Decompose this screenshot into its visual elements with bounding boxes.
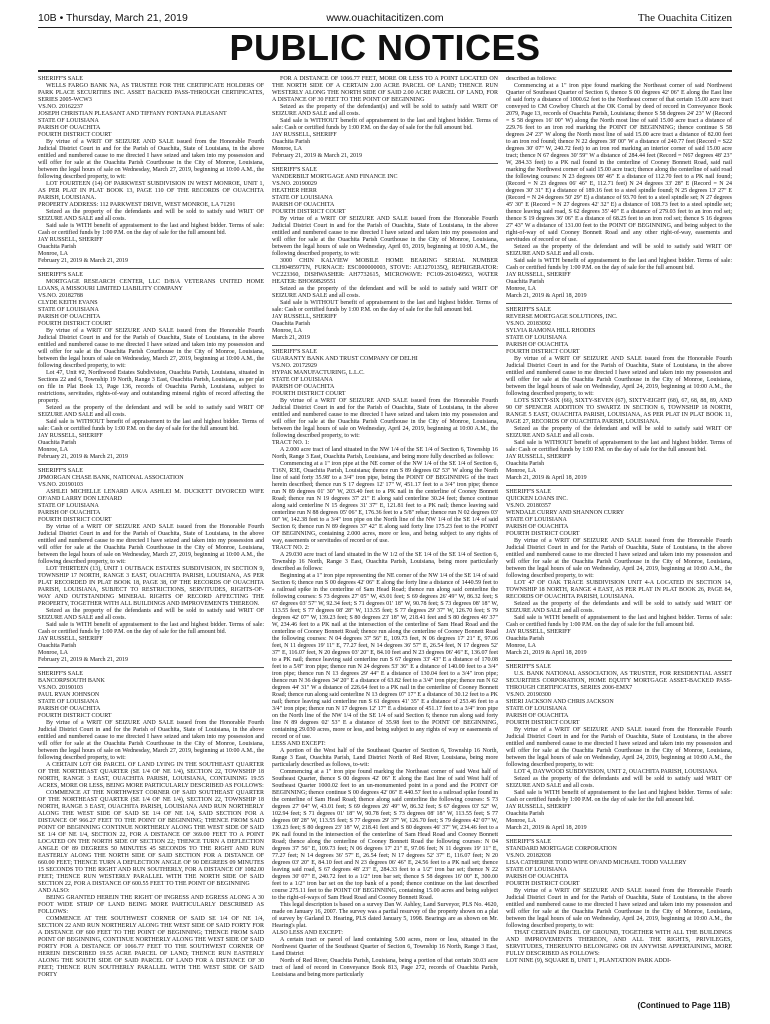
notice-paragraph: Said sale is WITHOUT benefit of appraisement to the last and highest bidder. Terms of sale: Cash or certified funds by 1:00 P.M. on the day of sale for the full amount bid. [506, 440, 732, 453]
notice-paragraph: PROPERTY ADDRESS: 112 PARKWEST DRIVE, WEST MONROE, LA 71291 [38, 202, 236, 208]
notice-paragraph: Monroe, LA [272, 328, 302, 334]
notice-paragraph: Ouachita Parish [38, 643, 77, 649]
notice-paragraph: STATE OF LOUISIANA [38, 307, 99, 313]
notice-paragraph: SHERIFF'S SALE [506, 839, 551, 845]
notice-paragraph: Monroe, LA [506, 286, 536, 292]
notice-paragraph: VANDERBILT MORTGAGE AND FINANCE INC [272, 174, 398, 180]
notice-paragraph: SHERIFF'S SALE [38, 76, 83, 82]
notice-paragraph: Commencing at a 1" iron pipe found marking the Northeast corner of said West half of Southeast Quarter, thence S 00 degrees 42' 06" E along the East line of said West half of Southeast Quarter 1000.02 feet to an un-monumented point in a pond and the POINT OF BEGINNING; thence continue S 00 degrees 42' 06" E 440.57 feet to a railroad spike found in the centerline of Sam Head Road; thence along said centerline the following courses: S 73 degrees 27' 04" W, 43.01 feet; S 69 degrees 26' 49" W, 86.32 feet; S 67 degrees 03' 52" W, 102.94 feet; S 71 degrees 01' 18" W, 90.78 feet; S 73 degrees 08' 18" W, 113.55 feet; S 77 degrees 08' 28" W, 113.55 feet; S 77 degrees 29' 37" W, 126.70 feet; S 79 degrees 42' 07" W, 139.23 feet; S 80 degrees 23' 18" W, 218.41 feet and S 80 degrees 46' 37" W, 234.46 feet to a PK nail found in the intersection of the centerline of Sam Head Road and Cooney Bonnett Road; thence along the centerline of Cooney Bonnett Road the following courses: N 04 degrees 37' 56" E, 109.73 feet; N 06 degrees 17' 21" E, 97.06 feet; N 11 degrees 19' 11" E, 77.27 feet; N 14 degrees 36' 57" E, 26.54 feet; N 17 degrees 52' 37" E, 116.07 feet; N 20 degrees 03' 20" E, 84.10 feet and N 23 degrees 06' 46" E, 24.56 feet to a PK nail set; thence leaving said road, S 67 degrees 48' 23" E, 284.33 feet to a 1/2" iron bar set; thence N 22 degrees 30' 07" E, 240.72 feet to a 1/2" iron bar set; thence S 58 degrees 16' 00" E, 300.00 feet to a 1/2" iron bar set on the top bank of a pond; thence continue on the last described course 275.11 feet to the POINT OF BEGINNING, containing 15.00 acres and being subject to the right-of-ways of Sam Head Road and Cooney Bonnett Road. [272, 769, 498, 901]
notice-paragraph: HYPAK MANUFACTURING, L.L.C. [272, 370, 365, 376]
notice-paragraph: JPMORGAN CHASE BANK, NATIONAL ASSOCIATION [38, 475, 184, 481]
notice-paragraph: By virtue of a WRIT OF SEIZURE AND SALE issued from the Honorable Fourth Judicial District Court in and for the Parish of Ouachita, State of Louisiana, in the above entitled and numbered cause to me directed I have seized and taken into my possession and will offer for sale at the Ouachita Parish Courthouse in the City of Monroe, Louisiana, between the legal hours of sale on Wednesday, March 27, 2019, beginning at 10:00 A.M., the following described property, to wit: [38, 139, 264, 180]
notice-paragraph: PARISH OF OUACHITA [506, 342, 569, 348]
notice-paragraph: FOURTH DISTRICT COURT [38, 321, 112, 327]
notice-paragraph: STATE OF LOUISIANA [506, 867, 567, 873]
notice-paragraph: By virtue of a WRIT OF SEIZURE AND SALE issued from the Honorable Fourth Judicial District Court in and for the Parish of Ouachita, State of Louisiana, in the above entitled and numbered cause to me directed I have seized and taken into my possession and will offer for sale at the Ouachita Parish Courthouse in the City of Monroe, Louisiana, between the legal hours of sale on Wednesday, April 24, 2019, beginning at 10:00 A.M., the following described property, to wit: [272, 398, 498, 439]
legal-notice [272, 76, 498, 160]
notice-paragraph: U.S. BANK NATIONAL ASSOCIATION, AS TRUSTEE, FOR RESIDENTIAL ASSET SECURITIES CORPORATION, HOME EQUITY MORTGAGE ASSET-BACKED PASS-THROUGH CERTIFICATES, SERIES 2006-EMX7 [506, 671, 732, 691]
notice-paragraph: LESS AND EXCEPT: [272, 741, 326, 747]
legal-notice [506, 839, 732, 965]
notice-paragraph: TRACT NO. 2: [272, 545, 310, 551]
notice-paragraph: ALSO LESS AND EXCEPT: [272, 930, 343, 936]
notice-paragraph: COMMENCE AT THE SOUTHWEST CORNER OF SAID SE 1/4 OF NE 1/4, SECTION 22 AND RUN NORTHERLY ALONG THE WEST SIDE OF SAID FORTY FOR A DISTANCE OF 600 FEET TO THE POINT OF BEGINNING; THENCE FROM SAID POINT OF BEGINNING, CONTINUE NORTHERLY ALONG THE WEST SIDE OF SAID FORTY FOR A DISTANCE OF 1066.77 FEET TO THE SOUTHWEST CORNER OF HEREIN DESCRIBED 19.55 ACRE PARCEL OF LAND; THENCE RUN EASTERLY ALONG THE SOUTH SIDE OF SAID PARCEL OF LAND FOR A DISTANCE OF 30 FEET; THENCE RUN SOUTHERLY PARALLEL WITH THE WEST SIDE OF SAID FORTY [38, 916, 264, 978]
notice-paragraph: SYLVIA RAMONA HILL RHODES [506, 328, 596, 334]
notice-paragraph: JAY RUSSELL, SHERIFF [38, 636, 103, 642]
notice-paragraph: Said sale is WITH benefit of appraisement to the last and highest bidder. Terms of sale: Cash or certified funds by 1:00 P.M. on the day of sale for the full amount bid. [38, 622, 264, 635]
notice-paragraph: JAY RUSSELL, SHERIFF [506, 629, 571, 635]
notice-paragraph: SHERIFF'S SALE [506, 307, 551, 313]
notice-paragraph: Seized as the property of the defendants and will be sold to satisfy said WRIT OF SEIZURE AND SALE and all costs. [38, 209, 264, 222]
notice-paragraph: STATE OF LOUISIANA [506, 335, 567, 341]
notice-paragraph: SHERIFF'S SALE [38, 272, 83, 278]
notice-paragraph: WELLS FARGO BANK NA, AS TRUSTEE FOR THE CERTIFICATE HOLDERS OF PARK PLACE SECURITIES INC. ASSET BACKED PASS-THROUGH CERTIFICATES, SERIES 2005-WCW3 [38, 83, 264, 103]
notice-paragraph: STATE OF LOUISIANA [506, 706, 567, 712]
notice-paragraph: Said sale is WITHOUT benefit of appraisement to the last and highest bidder. Terms of sale: Cash or certified funds by 1:00 P.M. on the day of sale for the full amount bid. [272, 300, 498, 313]
notice-paragraph: Ouachita Parish [38, 244, 77, 250]
notice-paragraph: JAY RUSSELL, SHERIFF [506, 454, 571, 460]
notice-paragraph: PARISH OF OUACHITA [506, 524, 569, 530]
notice-paragraph: LOTS SIXTY-SIX (66), SIXTY-SEVEN (67), SIXTY-EIGHT (68), 67, 68, 88, 89, AND 90 OF SPENCER ADDITION TO SWARTZ IN SECTION 6, TOWNSHIP 18 NORTH, RANGE 5 EAST, OUACHITA PARISH, LOUISIANA, AS PER PLAT IN PLAT BOOK 11, PAGE 27, RECORDS OF OUACHITA PARISH, LOUISIANA. [506, 398, 732, 425]
legal-notice [38, 671, 264, 979]
notice-paragraph: March 21, 2019 & April 18, 2019 [506, 475, 587, 481]
notice-paragraph: QUICKEN LOANS INC. [506, 496, 568, 502]
notice-paragraph: VS.NO. 20182038 [506, 853, 551, 859]
notice-paragraph: March 21, 2019 & April 18, 2019 [506, 650, 587, 656]
notice-paragraph: PARISH OF OUACHITA [272, 384, 335, 390]
notice-paragraph: February 21, 2019 & March 21, 2019 [38, 454, 128, 460]
legal-notice [506, 664, 732, 832]
notice-paragraph: Ouachita Parish [506, 279, 545, 285]
notice-paragraph: A 29.030 acre tract of land situated in the W 1/2 of the SE 1/4 of the SE 1/4 of Section 6, Township 16 North, Range 3 East, Ouachita Parish, Louisiana, being more particularly described as follows: [272, 552, 498, 572]
notice-paragraph: SHERIFF'S SALE [272, 349, 317, 355]
notice-paragraph: Ouachita Parish [506, 461, 545, 467]
notice-paragraph: ASHLEI MICHELLE LENARD A/K/A ASHLEI M. DUCKETT DIVORCED WIFE OF/AND LARRY DON LENARD [38, 489, 264, 502]
notice-paragraph: BANCORPSOUTH BANK [38, 678, 105, 684]
notice-paragraph: Seized as the property of the defendant and will be sold to satisfy said WRIT OF SEIZURE AND SALE and all costs. [38, 405, 264, 418]
notice-paragraph: VS.NO. 20162237 [38, 104, 83, 110]
legal-notice [272, 349, 498, 979]
legal-notice [506, 489, 732, 657]
notice-paragraph: Beginning at a 1" iron pipe representing the NE corner of the NW 1/4 of the SE 1/4 of said Section 6; thence run S 00 degrees 42' 06" E along the forty line a distance of 1440.59 feet to a railroad spike in the centerline of Sam Head Road; thence run along said centerline the following courses: S 73 degrees 27' 05" W, 43.01 feet; S 69 degrees 26' 49" W, 86.32 feet; S 67 degrees 03' 57" W, 92.34 feet; S 71 degrees 01' 18" W, 90.78 feet; S 73 degrees 08' 18" W, 113.55 feet; S 77 degrees 08' 28" W, 113.55 feet; S 77 degrees 29' 37" W, 126.70 feet; S 79 degrees 42' 07" W, 139.23 feet; S 80 degrees 23' 18" W, 218.41 feet and S 80 degrees 46' 37" W, 234.46 feet to a PK nail at the intersection of the centerline of Sam Head Road and the centerline of Cooney Bonnett Road; thence run along the centerline of Cooney Bonnett Road the following courses: N 04 degrees 37' 56" E, 109.73 feet, N 06 degrees 17' 21" E, 97.06 feet, N 11 degrees 19' 11" E, 77.27 feet, N 14 degrees 36' 57" E, 26.54 feet, N 17 degrees 52' 37" E, 116.07 feet, N 20 degrees 03' 20" E, 84.10 feet and N 23 degrees 06' 46" E, 136.07 feet to a PK nail; thence leaving said centerline run S 67 degrees 33' 43" E a distance of 170.08 feet to a 5/8" iron pipe; thence run N 24 degrees 53' 36" E a distance of 140.00 feet to a 3/4" iron pipe; thence run N 13 degrees 29' 44" E a distance of 130.04 feet to a 3/4" iron pipe; thence run N 36 degrees 34' 20" E a distance of 63.82 feet to a 3/4" iron pipe; thence run N 62 degrees 44' 31" W a distance of 226.64 feet to a PK nail in the centerline of Cooney Bonnett Road; thence run along said centerline N 13 degrees 07' 17" E a distance of 30.12 feet to a PK nail; thence leaving said centerline run S 61 degrees 41' 35" E a distance of 253.46 feet to a 3/4" iron pipe; thence run N 17 degrees 12' 17" E a distance of 451.17 feet to a 3/4" iron pipe on the North line of the NW 1/4 of the SE 1/4 of said Section 6; thence run along said forty line N 89 degrees 02' 53" E a distance of 35.98 feet to the POINT OF BEGINNING, containing 29.030 acres, more or less, and being subject to any rights of way or easements of record or of use. [272, 573, 498, 740]
notice-paragraph: Lot 47, Unit #2, Northwood Estates Subdivision, Ouachita Parish, Louisiana, situated in Sections 22 and 6, Township 19 North, Range 3 East, Ouachita Parish, Louisiana, as per plat on file in Plat Book 13, Page 136, records of Ouachita Parish, Louisiana, subject to restrictions, servitudes, rights-of-way and outstanding mineral rights of record affecting the property. [38, 370, 264, 404]
legal-notice [272, 167, 498, 342]
notice-paragraph: SHERIFF'S SALE [506, 489, 551, 495]
notice-paragraph: AND ALSO: [38, 888, 70, 894]
notice-paragraph: TRACT NO. 1: [272, 440, 310, 446]
notice-paragraph: HEATHER HERR [272, 188, 317, 194]
notice-paragraph: JAY RUSSELL, SHERIFF [506, 272, 571, 278]
notice-paragraph: PARISH OF OUACHITA [506, 874, 569, 880]
notice-paragraph: SHERI JACKSON AND CHRIS JACKSON [506, 699, 614, 705]
notice-paragraph: A 2.000 acre tract of land situated in the NW 1/4 of the SE 1/4 of Section 6, Township 16 North, Range 3 East, Ouachita Parish, Louisiana, and being more fully described as follows: [272, 447, 498, 460]
notice-paragraph: Seized as the property of the defendant and will be sold to satisfy said WRIT OF SEIZURE AND SALE and all costs. [272, 286, 498, 299]
notice-paragraph: described as follows: [506, 76, 557, 82]
notice-paragraph: Seized as the property of the defendant and will be sold to satisfy said WRIT OF SEIZURE AND SALE and all costs. [506, 244, 732, 257]
notice-paragraph: LOT 4, DAYWOOD SUBDIVISION, UNIT 2, OUACHITA PARISH, LOUISIANA [514, 769, 718, 775]
notice-paragraph: JAY RUSSELL, SHERIFF [272, 132, 337, 138]
notice-paragraph: FOURTH DISTRICT COURT [272, 209, 346, 215]
notice-paragraph: FOURTH DISTRICT COURT [506, 720, 580, 726]
notice-paragraph: Ouachita Parish [272, 321, 311, 327]
notice-divider [38, 667, 264, 668]
notice-paragraph: Said sale is WITH benefit of appraisement to the last and highest bidder. Terms of sale: Cash or certified funds by 1:00 P.M. on the day of sale for the full amount bid. [506, 258, 732, 271]
notice-paragraph: By virtue of a WRIT OF SEIZURE AND SALE issued from the Honorable Fourth Judicial District Court in and for the Parish of Ouachita, State of Louisiana, in the above entitled and numbered cause to me directed I have seized and taken into my possession and will offer for sale at the Ouachita Parish Courthouse in the City of Monroe, Louisiana, between the legal hours of sale on Wednesday, April 03, 2019, beginning at 10:00 A.M., the following described property, to wit: [272, 216, 498, 257]
notice-paragraph: STATE OF LOUISIANA [272, 195, 333, 201]
notice-paragraph: Seized as the property of the defendants and will be sold to satisfy said WRIT OF SEIZURE AND SALE and all costs. [506, 601, 732, 614]
notice-paragraph: SHERIFF'S SALE [38, 671, 83, 677]
notice-paragraph: PARISH OF OUACHITA [38, 314, 101, 320]
notice-divider [272, 163, 498, 164]
notice-paragraph: PARISH OF OUACHITA [272, 202, 335, 208]
notice-paragraph: By virtue of a WRIT OF SEIZURE AND SALE issued from the Honorable Fourth Judicial District Court in and for the Parish of Ouachita, State of Louisiana, in the above entitled and numbered cause to me directed I have seized and taken into my possession and will offer for sale at the Ouachita Parish Courthouse in the City of Monroe, Louisiana, between the legal hours of sale on Wednesday, March 27, 2019, beginning at 10:00 A.M., the following described property, to wit: [38, 524, 264, 565]
notice-paragraph: STATE OF LOUISIANA [38, 503, 99, 509]
notice-paragraph: VS.NO. 20190300 [506, 692, 551, 698]
notice-paragraph: VS.NO. 20180357 [506, 503, 551, 509]
notice-paragraph: LOT NINE (9), SQUARE B, UNIT 1, PLANTATION PARK ADDI- [506, 958, 672, 964]
notice-paragraph: BEING GRANTED HEREIN THE RIGHT OF INGRESS AND EGRESS ALONG A 30 FOOT WIDE STRIP OF LAND BEING MORE PARTICULARLY DESCRIBED AS FOLLOWS: [38, 895, 264, 915]
notice-paragraph: North of Red River, Ouachita Parish, Louisiana, being a portion of that certain 30.03 acre tract of land of record in Conveyance Book 813, Page 272, records of Ouachita Parish, Louisiana and being more particularly [272, 958, 498, 978]
notice-paragraph: JAY RUSSELL, SHERIFF [38, 433, 103, 439]
notice-paragraph: JAY RUSSELL, SHERIFF [38, 237, 103, 243]
notice-paragraph: MORTGAGE RESEARCH CENTER, LLC D/B/A VETERANS UNITED HOME LOANS, A MISSOURI LIMITED LIABILITY COMPANY [38, 279, 264, 292]
legal-notice [506, 307, 732, 482]
notice-paragraph: VS.NO. 20190103 [38, 685, 83, 691]
notice-paragraph: LOT THIRTEEN (13), UNIT 1 OUTBACK ESTATES SUBDIVISION, IN SECTION 9, TOWNSHIP 17 NORTH, RANGE 3 EAST, OUACHITA PARISH, LOUISIANA, AS PER PLAT RECORDED IN PLAT BOOK 18, PAGE 38, OF THE RECORDS OF OUACHITA PARISH, LOUISIANA, SUBJECT TO RESTRICTIONS, SERVITUDES, RIGHTS-OF-WAY AND OUTSTANDING MINERAL RIGHTS OF RECORD AFFECTING THE PROPERTY, TOGETHER WITH ALL BUILDINGS AND IMPROVEMENTS THEREON. [38, 566, 264, 607]
notice-paragraph: FOURTH DISTRICT COURT [38, 713, 112, 719]
notice-paragraph: Monroe, LA [38, 251, 68, 257]
notice-paragraph: By virtue of a WRIT OF SEIZURE AND SALE issued from the Honorable Fourth Judicial District Court in and for the Parish of Ouachita, State of Louisiana, in the above entitled and numbered cause to me directed I have seized and taken into my possession and will offer for sale at the Ouachita Parish Courthouse in the City of Monroe, Louisiana, between the legal hours of sale on Wednesday, April 24, 2019, beginning at 10:00 A.M., the following described property, to wit: [506, 538, 732, 579]
notice-paragraph: COMMENCE AT THE NORTHWEST CORNER OF SAID SOUTHEAST QUARTER OF THE NORTHEAST QUARTER (SE 1/4 OF NE 1/4), SECTION 22, TOWNSHIP 18 NORTH, RANGE 3 EAST, OUACHITA PARISH, LOUISIANA AND RUN NORTHERLY ALONG THE WEST SIDE OF SAID SE 1/4 OF NE 1/4, SAID SECTION FOR A DISTANCE OF 966.27 FEET TO THE POINT OF BEGINNING; THENCE FROM SAID POINT OF BEGINNING CONTINUE NORTHERLY ALONG THE WEST SIDE OF SAID SE 1/4 OF NE 1/4, SECTION 22, FOR A DISTANCE OF 369.00 FEET TO A POINT LOCATED ON THE NORTH SIDE OF SECTION 22; THENCE TURN A DEFLECTION ANGLE OF 89 DEGREES 50 MINUTES 45 SECONDS TO THE RIGHT AND RUN EASTERLY ALONG THE NORTH SIDE OF SAID SECTION FOR A DISTANCE OF 660.00 FEET; THENCE TURN A DEFLECTION ANGLE OF 90 DEGREES 09 MINUTES 15 SECONDS TO THE RIGHT AND RUN SOUTHERLY, FOR A DISTANCE OF 1082.00 FEET; THENCE RUN WESTERLY PARALLEL WITH THE NORTH SIDE OF SAID SECTION 22, FOR A DISTANCE OF 600.55 FEET TO THE POINT OF BEGINNING [38, 790, 264, 887]
notice-paragraph: This legal description is based on a survey Dan W. Ashley, Land Surveyor, PLS No. 4620, made on January 16, 2007. The survey was a partial resurvey of the property shown on a plat of survey by Garland D. Hearing, PLS dated January 5, 1998. Bearings are as shown on Mr. Hearing's plat. [272, 902, 498, 929]
notice-paragraph: FOURTH DISTRICT COURT [38, 517, 112, 523]
notice-paragraph: Monroe, LA [506, 818, 536, 824]
notice-paragraph: SHERIFF'S SALE [38, 468, 83, 474]
notice-paragraph: February 21, 2019 & March 21, 2019 [38, 657, 128, 663]
notice-paragraph: VS.NO. 20172929 [272, 363, 317, 369]
notice-paragraph: JAY RUSSELL, SHERIFF [506, 804, 571, 810]
notice-paragraph: PARISH OF OUACHITA [506, 713, 569, 719]
notice-paragraph: Monroe, LA [272, 146, 302, 152]
continued-note: (Continued to Page 11B) [637, 1001, 730, 1010]
notice-paragraph: SHERIFF'S SALE [272, 167, 317, 173]
notice-paragraph: LOT FOURTEEN (14) OF PARKWEST SUBDIVISION IN WEST MONROE, UNIT 1, AS PER PLAT IN PLAT BOOK 13, PAGE 110 OF THE RECORDS OF OUACHITA PARISH, LOUISIANA. [38, 181, 264, 201]
notice-paragraph: February 21, 2019 & March 21, 2019 [38, 258, 128, 264]
notice-divider [38, 464, 264, 465]
legal-notice [38, 76, 264, 265]
notice-paragraph: FOURTH DISTRICT COURT [506, 531, 580, 537]
notice-paragraph: A CERTAIN LOT OR PARCEL OF LAND LYING IN THE SOUTHEAST QUARTER OF THE NORTHEAST QUARTER (SE 1/4 OF NE 1/4), SECTION 22, TOWNSHIP 18 NORTH, RANGE 3 EAST, OUACHITA PARISH, LOUISIANA, CONTAINING 19.55 ACRES, MORE OR LESS, BEING MORE PARTICULARLY DESCRIBED AS FOLLOWS: [38, 762, 264, 789]
column-2 [272, 76, 498, 994]
notice-paragraph: 3000 CHIN KALVIEW MOBILE HOME BEARING SERIAL NUMBER CLH048597TN, FURNACE: ESC000000003, STOVE: AE1270135Q, REFRIGERATOR: VC223360, DISHWASHER: AH7732615, MICROWAVE: FC109-261049563, WATER HEATER: BHO69B29551 [272, 258, 498, 285]
notice-columns [38, 76, 732, 994]
notice-paragraph: A certain tract or parcel of land containing 5.00 acres, more or less, situated in the Northwest Quarter of the Southeast Quarter of Section 6, Township 16 North, Range 3 East, Land District [272, 937, 498, 957]
notice-paragraph: STATE OF LOUISIANA [506, 517, 567, 523]
notice-paragraph: Said sale is WITH benefit of appraisement to the last and highest bidder. Terms of sale: Cash or certified funds by 1:00 P.M. on the day of sale for the full amount bid. [38, 223, 264, 236]
notice-paragraph: VS.NO. 20183092 [506, 321, 551, 327]
notice-paragraph: Commencing at a 1" iron pipe at the NE corner of the NW 1/4 of the SE 1/4 of Section 6, T16N, R3E, Ouachita Parish, Louisiana; thence run S 89 degrees 02' 53" W along the North line of said forty 35.98' to a 3/4" iron pipe, being the POINT OF BEGINNING of the tract herein described; thence run S 17 degrees 12' 17" W, 451.17 feet to a 3/4" iron pipe; thence run N 89 degrees 01' 30" W, 203.40 feet to a PK nail in the centerline of Cooney Bonnett Road; thence run N 19 degrees 37' 21" E along said centerline 30.24 feet; thence continue along said centerline N 15 degrees 31' 37" E, 121.81 feet to a PK nail; thence leaving said centerline run N 88 degrees 05' 06" E, 176.36 feet to a 5/8" rebar; thence run N 02 degrees 03' 00" W, 142.38 feet to a 3/4" iron pipe on the North line of the NW 1/4 of the SE 1/4 of said Section 6; thence run N 89 degrees 37' 42" E along said forty line 175.23 feet to the POINT OF BEGINNING, containing 2.000 acres, more or less, and being subject to any rights of way, easements or servitudes of record or of use. [272, 461, 498, 544]
notice-paragraph: STATE OF LOUISIANA [272, 377, 333, 383]
notice-paragraph: PARISH OF OUACHITA [38, 706, 101, 712]
notice-paragraph: STANDARD MORTGAGE CORPORATION [506, 846, 617, 852]
notice-paragraph: Commencing at a 1" iron pipe found marking the Northeast corner of said Northwest Quarter of Southeast Quarter of Section 6, thence S 00 degrees 42' 06" E along the East line of said forty a distance of 1000.62 feet to the Northeast corner of that certain 15.00 acre tract conveyed to CM Cowboy Church at the OK Corral by deed of record in Conveyance Book 2079, Page 13, records of Ouachita Parish, Louisiana; thence S 58 degrees 24' 23" W (Record = S 58 degrees 16' 00" W) along the North most line of said 15.00 acre tract a distance of 229.76 feet to an iron rod marking the POINT OF BEGINNING; thence continue S 58 degrees 24' 23" W along the North most line of said 15.00 acre tract a distance of 82.00 feet to an iron rod found; thence N 22 degrees 38' 00" W a distance of 240.77 feet (Record = S22 degrees 30' 07" W, 240.72 feet) to an iron rod marking an interior corner of said 15.00 acre tract; thence N 67 degrees 30' 59" W a distance of 284.44 feet (Record = N67 degrees 48' 23" W, 284.33 feet) to a PK nail found in the centerline of Cooney Bonnett Road, said nail marking the Northwest corner of said 15.00 acre tract; thence along the centerline of said road the following courses: N 23 degrees 08' 46" E a distance of 112.70 feet to a PK nail found; (Record = N 23 degrees 06' 46" E, 112.71 feet) N 24 degrees 33' 28" E (Record = N 24 degrees 30' 31" E) a distance of 189.16 feet to a steel spindle found; N 25 degrees 13' 27" E (Record = N 24 degrees 50' 29" E) a distance of 93.70 feet to a steel spindle set; N 27 degrees 45' 30" E (Record = N 27 degrees 42' 32" E) a distance of 108.73 feet to a steel spindle set; thence leaving said road, S 62 degrees 35' 40" E a distance of 279.03 feet to an iron rod set; thence S 19 degrees 36' 06" E a distance of 68.25 feet to an iron rod set; thence S 16 degrees 27' 43" W a distance of 131.00 feet to the POINT OF BEGINNING, and being subject to the right-of-way of said Cooney Bonnett Road and any other right-of-way, easements and servitudes of record or of use. [506, 83, 732, 243]
notice-divider [506, 835, 732, 836]
notice-paragraph: Said sale is WITHOUT benefit of appraisement to the last and highest bidder. Terms of sale: Cash or certified funds by 1:00 P.M. on the day of sale for the full amount bid. [38, 419, 264, 432]
page-header [38, 10, 732, 26]
page-title: PUBLIC NOTICES [229, 27, 541, 68]
notice-paragraph: JOSEPH CHRISTIAN PLEASANT AND TIFFANY FONTANA PLEASANT [38, 111, 227, 117]
notice-paragraph: Monroe, LA [38, 650, 68, 656]
notice-paragraph: Monroe, LA [506, 468, 536, 474]
column-3 [506, 76, 732, 994]
legal-notice [38, 272, 264, 461]
notice-paragraph: FOR A DISTANCE OF 1066.77 FEET, MORE OR LESS TO A POINT LOCATED ON THE NORTH SIDE OF A CERTAIN 2.00 ACRE PARCEL OF LAND; THENCE RUN WESTERLY ALONG THE NORTH SIDE OF SAID 2.00 ACRE PARCEL OF LAND, FOR A DISTANCE OF 30 FEET TO THE POINT OF BEGINNING [272, 76, 498, 103]
notice-paragraph: A portion of the West half of the Southeast Quarter of Section 6, Township 16 North, Range 3 East, Ouachita Parish, Land District North of Red River, Louisiana, being more particularly described as follows, to-wit: [272, 748, 498, 768]
notice-paragraph: March 21, 2019 [272, 335, 311, 341]
notice-paragraph: REVERSE MORTGAGE SOLUTIONS, INC. [506, 314, 618, 320]
notice-paragraph: By virtue of a WRIT OF SEIZURE AND SALE issued from the Honorable Fourth Judicial District Court in and for the Parish of Ouachita, State of Louisiana, in the above entitled and numbered cause to me directed I have seized and taken into my possession and will offer for sale at the Ouachita Parish Courthouse in the City of Monroe, Louisiana, between the legal hours of sale on Wednesday, April 24, 2019, beginning at 10:00 A.M., the following described property, to wit: [506, 888, 732, 929]
notice-paragraph: Seized as the property of the defendants and will be sold to satisfy said WRIT OF SEIZURE AND SALE and all costs. [506, 776, 732, 789]
notice-divider [38, 268, 264, 269]
notice-paragraph: By virtue of a WRIT OF SEIZURE AND SALE issued from the Honorable Fourth Judicial District Court in and for the Parish of Ouachita, State of Louisiana, in the above entitled and numbered cause to me directed I have seized and taken into my possession and will offer for sale at the Ouachita Parish Courthouse in the City of Monroe, Louisiana, between the legal hours of sale on Wednesday, March 27, 2019, beginning at 10:00 A.M., the following described property, to wit: [38, 720, 264, 761]
notice-paragraph: Said sale is WITHOUT benefit of appraisement to the last and highest bidder. Terms of sale: Cash or certified funds by 1:00 P.M. on the day of sale for the full amount bid. [272, 118, 498, 131]
notice-paragraph: LOT 47 OF OAK TRACE SUBDIVISION UNIT 4-A LOCATED IN SECTION 14, TOWNSHIP 18 NORTH, RANGE 4 EAST, AS PER PLAT IN PLAT BOOK 26, PAGE 84, RECORDS OF OUACHITA PARISH, LOUISIANA. [506, 580, 732, 600]
notice-paragraph: By virtue of a WRIT OF SEIZURE AND SALE issued from the Honorable Fourth Judicial District Court in and for the Parish of Ouachita, State of Louisiana, in the above entitled and numbered cause to me directed I have seized and taken into my possession and will offer for sale at the Ouachita Parish Courthouse in the City of Monroe, Louisiana, between the legal hours of sale on Wednesday, April 24, 2019, beginning at 10:00 A.M., the following described property, to wit: [506, 727, 732, 768]
page-label: 10B • Thursday, March 21, 2019 [38, 12, 188, 24]
notice-paragraph: February 21, 2019 & March 21, 2019 [272, 153, 362, 159]
notice-paragraph: JAY RUSSELL, SHERIFF [272, 314, 337, 320]
notice-paragraph: Seized as the property of the defendant(s) and will be sold to satisfy said WRIT OF SEIZURE AND SALE and all costs. [272, 104, 498, 117]
notice-paragraph: STATE OF LOUISIANA [38, 699, 99, 705]
notice-paragraph: March 21, 2019 & April 18, 2019 [506, 293, 587, 299]
notice-paragraph: Said sale is WITH benefit of appraisement to the last and highest bidder. Terms of sale: Cash or certified funds by 1:00 P.M. on the day of sale for the full amount bid. [506, 615, 732, 628]
notice-paragraph: CLYDE KEITH EVANS [38, 300, 98, 306]
notice-divider [506, 660, 732, 661]
notice-paragraph: STATE OF LOUISIANA [38, 118, 99, 124]
notice-paragraph: Seized as the property of the defendants and will be sold to satisfy said WRIT OF SEIZURE AND SALE and all costs. [38, 608, 264, 621]
notice-paragraph: By virtue of a WRIT OF SEIZURE AND SALE issued from the Honorable Fourth Judicial District Court in and for the Parish of Ouachita, State of Louisiana, in the above entitled and numbered cause to me directed I have seized and taken into my possession and will offer for sale at the Ouachita Parish Courthouse in the City of Monroe, Louisiana, between the legal hours of sale on Wednesday, April 24, 2019, beginning at 10:00 A.M., the following described property, to wit: [506, 356, 732, 397]
paper-name: The Ouachita Citizen [637, 12, 732, 24]
notice-paragraph: Monroe, LA [38, 447, 68, 453]
notice-paragraph: March 21, 2019 & April 18, 2019 [506, 825, 587, 831]
site-url: www.ouachitacitizen.com [326, 12, 444, 24]
title-rule [38, 70, 732, 72]
notice-divider [506, 485, 732, 486]
notice-paragraph: LISA CATHERINE TODD WIFE OF/AND MICHAEL TODD VALLERY [506, 860, 687, 866]
notice-paragraph: PARISH OF OUACHITA [38, 125, 101, 131]
notice-paragraph: THAT CERTAIN PARCEL OF GROUND, TOGETHER WITH ALL THE BUILDINGS AND IMPROVEMENTS THEREON, AND ALL THE RIGHTS, PRIVILEGES, SERVITUDES, THEREUNTO BELONGING OR IN ANYWISE APPERTAINING, MORE FULLY DESCRIBED AS FOLLOWS: [506, 930, 732, 957]
notice-paragraph: WENDALE CURRY AND SHANNON CURRY [506, 510, 625, 516]
notice-paragraph: FOURTH DISTRICT COURT [272, 391, 346, 397]
notice-paragraph: VS.NO. 20182788 [38, 293, 83, 299]
notice-paragraph: SHERIFF'S SALE [506, 664, 551, 670]
notice-paragraph: Ouachita Parish [38, 440, 77, 446]
legal-notice [506, 76, 732, 300]
notice-paragraph: By virtue of a WRIT OF SEIZURE AND SALE issued from the Honorable Fourth Judicial District Court in and for the Parish of Ouachita, State of Louisiana, in the above entitled and numbered cause to me directed I have seized and taken into my possession and will offer for sale at the Ouachita Parish Courthouse in the City of Monroe, Louisiana, between the legal hours of sale on Wednesday, March 27, 2019, beginning at 10:00 A.M., the following described property, to wit: [38, 328, 264, 369]
notice-paragraph: GUARANTY BANK AND TRUST COMPANY OF DELHI [272, 356, 418, 362]
column-1 [38, 76, 264, 994]
notice-paragraph: VS.NO. 20190103 [38, 482, 83, 488]
notice-divider [506, 303, 732, 304]
notice-divider [272, 345, 498, 346]
legal-notice [38, 468, 264, 664]
notice-paragraph: Said sale is WITH benefit of appraisement to the last and highest bidder. Terms of sale: Cash or certified funds by 1:00 P.M. on the day of sale for the full amount bid. [506, 790, 732, 803]
notice-paragraph: VS.NO. 20190029 [272, 181, 317, 187]
notice-paragraph: Ouachita Parish [506, 636, 545, 642]
notice-paragraph: Seized as the property of the defendant and will be sold to satisfy said WRIT OF SEIZURE AND SALE and all costs. [506, 426, 732, 439]
notice-paragraph: FOURTH DISTRICT COURT [506, 349, 580, 355]
notice-paragraph: PAUL RYAN JOHNSON [38, 692, 100, 698]
notice-paragraph: FOURTH DISTRICT COURT [506, 881, 580, 887]
notice-paragraph: Ouachita Parish [272, 139, 311, 145]
notice-paragraph: PARISH OF OUACHITA [38, 510, 101, 516]
notice-paragraph: Ouachita Parish [506, 811, 545, 817]
notice-paragraph: FOURTH DISTRICT COURT [38, 132, 112, 138]
notice-paragraph: Monroe, LA [506, 643, 536, 649]
